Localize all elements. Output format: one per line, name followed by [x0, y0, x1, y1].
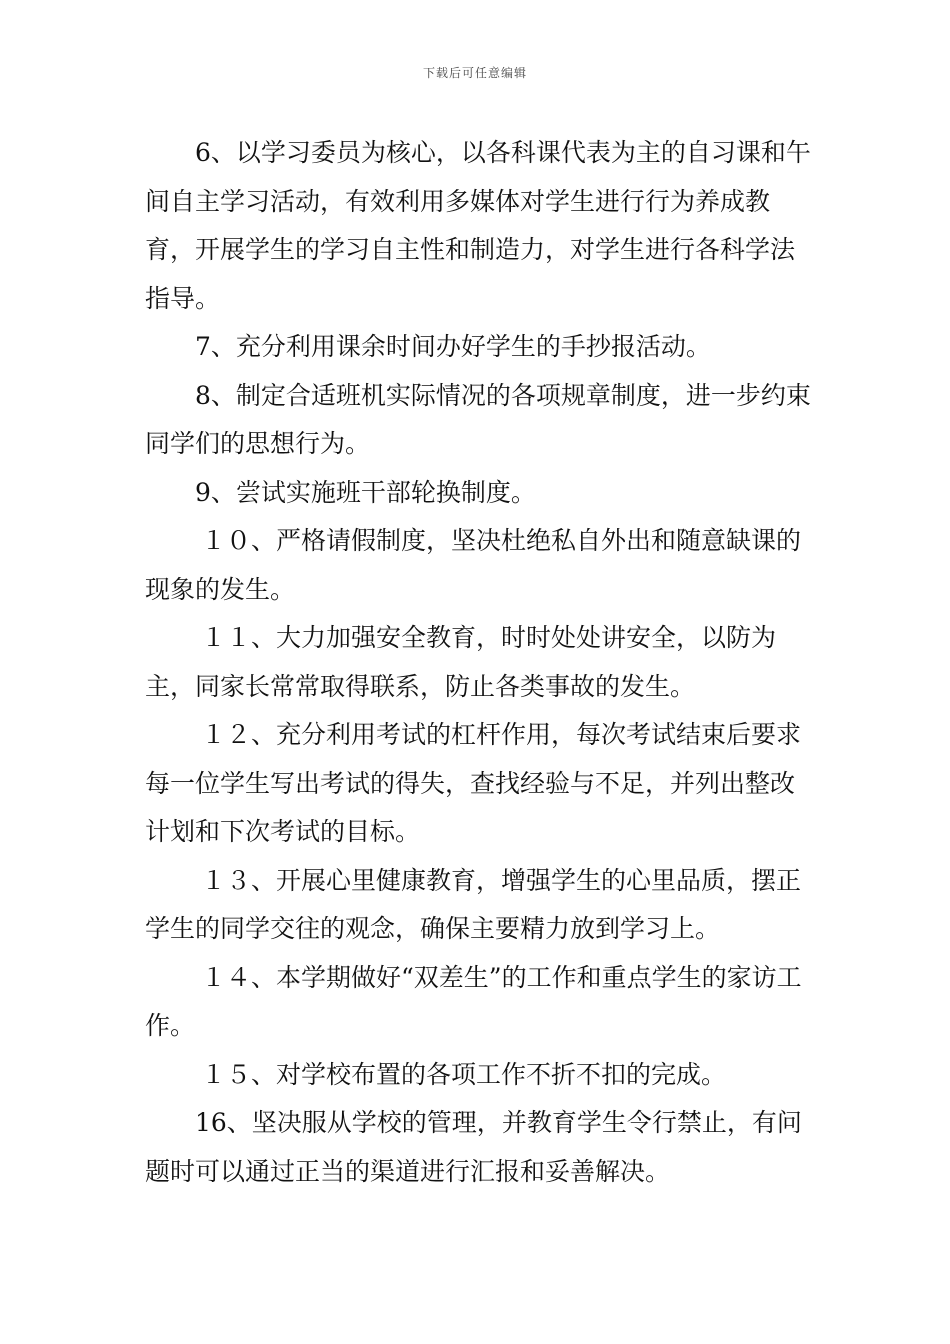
paragraph-item-7: 7、充分利用课余时间办好学生的手抄报活动。: [195, 332, 711, 361]
paragraph-item-10: １０、严格请假制度，坚决杜绝私自外出和随意缺课的现象的发生。: [145, 526, 802, 604]
paragraph-item-15: １５、对学校布置的各项工作不折不扣的完成。: [201, 1059, 727, 1089]
paragraph-item-11: １１、大力加强安全教育，时时处处讲安全，以防为主，同家长常常取得联系，防止各类事故的发生。: [145, 623, 777, 701]
paragraph-item-14: １４、本学期做好“双差生”的工作和重点学生的家访工作。: [145, 962, 802, 1040]
paragraph-item-8: 8、制定合适班机实际情况的各项规章制度，进一步约束同学们的思想行为。: [145, 380, 811, 458]
page-header: 下载后可任意编辑: [422, 66, 527, 80]
paragraph-item-12: １２、充分利用考试的杠杆作用，每次考试结束后要求每一位学生写出考试的得失，查找经验与不足，并列出整改计划和下次考试的目标。: [145, 720, 802, 846]
paragraph-item-16: 16、坚决服从学校的管理，并教育学生令行禁止，有问题时可以通过正当的渠道进行汇报和妥善解决。: [145, 1108, 802, 1186]
paragraph-item-6: 6、以学习委员为核心，以各科课代表为主的自习课和午间自主学习活动，有效利用多媒体对学生进行行为养成教育，开展学生的学习自主性和制造力，对学生进行各科学法指导。: [145, 138, 811, 313]
document-body: [145, 129, 817, 1196]
paragraph-item-9: 9、尝试实施班干部轮换制度。: [195, 477, 536, 507]
paragraph-item-13: １３、开展心里健康教育，增强学生的心里品质，摆正学生的同学交往的观念，确保主要精力放到学习上。: [145, 865, 802, 943]
